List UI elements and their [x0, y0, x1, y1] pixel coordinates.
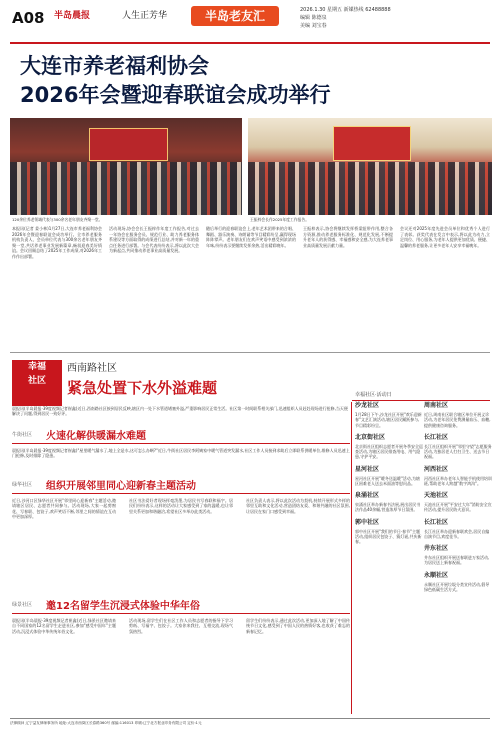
sub-article-1-header [12, 430, 350, 444]
sidebar-column-left [355, 402, 423, 551]
sidebar-column-right [424, 402, 492, 598]
header-rule [10, 42, 490, 44]
edition-designer: 美编 刘宝春 [300, 23, 327, 29]
sidebar-item [355, 492, 423, 513]
article-body [12, 226, 490, 350]
article-column-2: 活动现场,协会会长王振梓作年度工作报告,对过去一年协会在服务会员、规范行业、助力养老服务体系建设等方面取得的成绩进行总结,并对新一年的重点任务进行部署。与会代表纷纷表示,将以此次大会为新起点,共同推动养老事业高质量发展。 [109, 226, 199, 254]
sub-article-3-title: 邀12名留学生沉浸式体验中华年俗 [46, 601, 200, 612]
sidebar-item-text: 泉涌社区举办新春书法展,展出居民书法作品40余幅,营造浓厚节日氛围。 [355, 502, 421, 513]
sidebar-item-title: 沙龙社区 [355, 402, 380, 409]
sidebar-item-title: 井东社区 [424, 545, 449, 553]
sidebar-item-text: 长江社区举办迎新春联欢会,居民自编自演节目,欢度佳节。 [424, 528, 490, 539]
headline [20, 52, 480, 110]
sidebar-item-text: 星河社区开展"暖冬送温暖"活动,为辖区困难老人送去米面油等慰问品。 [355, 475, 420, 486]
sidebar-item [355, 434, 423, 460]
sidebar-item [424, 492, 492, 513]
sidebar-item-text: 天池社区开展"平安过大年"消防安全宣传活动,提升居民防火意识。 [424, 502, 492, 513]
photo-caption-right: 王振梓会长作2025年度工作报告。 [250, 217, 310, 222]
headline-line-1: 大连市养老福利协会 [20, 54, 209, 78]
sub-article-1-text: 晨报讯(半岛晨报·39度视频记者崔鑫)"屋里暖气漏水了,地上全是水,这可怎么办啊?"近日,牛街社区居民李阿姨家中暖气管道突发漏水,社区工作人员接到求助后立即联系供暖单位,维修人员迅速上门抢修,及时排除了隐患。 [12, 448, 350, 459]
sidebar-item-title: 河西社区 [424, 465, 449, 473]
sidebar-item-text: 1月28日下午,沙龙社区开展"欢乐迎新春"文艺汇演活动,辖区居民踊跃参与,节目精彩纷呈。 [355, 411, 422, 428]
column-name: 人生正芳华 [122, 11, 168, 21]
sidebar-item-title: 长江社区 [424, 518, 449, 526]
badge-line-2: 社区 [27, 376, 46, 386]
sub-article-1-title: 火速化解供暖漏水难题 [46, 431, 146, 442]
stage-backdrop [333, 126, 411, 161]
sidebar-item-text: 长江社区组织开展"邻里守望"志愿服务活动,为独居老人打扫卫生、送去节日祝福。 [424, 443, 492, 460]
sidebar-item-title: 周南社区 [424, 402, 449, 409]
sub-article-3-body [12, 618, 350, 714]
sidebar-item-text: 永顺社区开展垃圾分类宣传活动,倡导绿色低碳生活方式。 [424, 581, 490, 592]
sidebar-item-text: 北京街社区组织志愿者开展冬季安全巡查活动,为辖区居民排查用电、用气隐患,守护平安。 [355, 443, 423, 460]
sub-article-2-tag: 绿华社区 [12, 482, 33, 488]
sidebar-item [424, 402, 492, 428]
sidebar-item-text: 郭中社区开展"我们的节日·春节"主题活动,组织居民包饺子、猜灯谜,共庆新春。 [355, 528, 422, 545]
sidebar-item-title: 北京街社区 [355, 433, 386, 441]
district-lede: 晨报讯(半岛晨报·39度视频记者崔鑫)近日,西南路社区接到居民反映,辖区内一处下水管道堵塞外溢,严重影响居民正常生活。社区第一时间联系相关部门,迅速组织人员赶赴现场进行抢修,当天便解决了问题,得到居民一致好评。 [12, 406, 348, 417]
audience [10, 162, 242, 215]
masthead [0, 0, 500, 48]
sidebar-header: 幸福社区·活动日 [355, 392, 392, 398]
sidebar-item-text: 河西社区举办老年人智能手机使用培训班,帮助老年人跨越"数字鸿沟"。 [424, 475, 492, 486]
sub-article-3-col-1: 晨报讯(半岛晨报·39度视频记者崔鑫)近日,绿景社区邀请来自不同国家的12名留学生走进社区,参加"感受中国年"主题活动,沉浸式体验中华传统年俗文化。 [12, 618, 116, 634]
sidebar-item [355, 519, 423, 545]
sidebar-item-title: 星河社区 [355, 465, 380, 473]
sub-article-2-body [12, 498, 350, 596]
sidebar-item [424, 519, 492, 540]
badge-line-1: 幸福 [27, 362, 46, 372]
district-name: 西南路社区 [67, 363, 117, 374]
sidebar-item [424, 572, 492, 593]
sub-article-3-tag: 绿景社区 [12, 602, 33, 608]
event-photo-right [248, 118, 492, 215]
sidebar-item-title: 长江社区 [424, 433, 449, 441]
sidebar-item-title: 天池社区 [424, 492, 449, 500]
sidebar-item-text: 井东社区组织开展送春联进万家活动,为居民送上新春祝福。 [424, 555, 490, 566]
event-photo-left [10, 118, 242, 215]
sub-article-1-tag: 牛街社区 [12, 432, 33, 438]
district-headline: 紧急处置下水外溢难题 [67, 379, 218, 397]
brand-label: 半岛老友汇 [204, 9, 265, 23]
sub-article-2-col-1: 近日,沙河口区绿华社区开展"邻里同心迎新春"主题活动,邀请辖区居民、志愿者共同参与。活动现场,大家一起剪窗花、写春联、包饺子,欢声笑语不断,邻里之间的情谊在互动中更加深厚。 [12, 498, 116, 520]
sidebar-item-title: 泉涌社区 [355, 492, 380, 500]
article-column-3: 随后举行的迎春联谊会上,老年艺术团带来的合唱、舞蹈、器乐演奏、诗朗诵等节目精彩纷呈,赢得现场阵阵掌声。老年朋友们在欢声笑语中感受到浓浓的年味,纷纷表示要继续发挥余热,活出精彩晚年。 [206, 226, 296, 248]
sub-article-2-col-2: 社区书法爱好者现场挥毫泼墨,为居民书写春联和福字。居民们纷纷表示,这样的活动让大家感受到了家的温暖,也让邻里关系更加和谐融洽,希望社区多举办此类活动。 [129, 498, 233, 514]
sidebar-rule [352, 400, 490, 401]
sidebar-divider [351, 402, 352, 714]
sub-article-3-header [12, 600, 350, 614]
sub-article-2-col-3: 社区负责人表示,将以此次活动为契机,持续开展形式多样的邻里互助和文化活动,营造团结友爱、和谐共融的社区氛围,让居民在家门口感受到幸福。 [246, 498, 350, 514]
edition-editor: 编辑 陈德泉 [300, 15, 327, 21]
sidebar-item-title: 永顺社区 [424, 571, 449, 579]
sidebar-item [424, 466, 492, 487]
sidebar-item [355, 402, 423, 428]
article-column-1: 本报讯(记者 姜小林)1月27日,大连市养老福利协会2026年会暨迎春联谊会成功举行。全市养老服务机构负责人、会员单位代表与300余名老年朋友齐聚一堂,共话养老事业发展新篇章,畅叙迎春美好情谊。会议回顾总结了2025年工作成绩,对2026年工作作出部署。 [12, 226, 102, 259]
page-footer: 法律顾问 辽宁益友律师事务所 地址:大连市西岗区长春路360号 邮编:116013 印刷:辽宁北方报业印务有限公司 定价:1元 [10, 718, 490, 726]
newspaper-logo: 半岛晨报 [54, 11, 91, 21]
sub-article-2-title: 组织开展邻里同心迎新春主题活动 [46, 481, 196, 492]
sidebar-item-title: 郭中社区 [355, 518, 380, 526]
article-column-4: 王振梓表示,协会将继续发挥桥梁纽带作用,整合各方资源,推动养老服务标准化、规范化发展,不断提升老年人的获得感、幸福感和安全感,为大连养老事业高质量发展贡献力量。 [303, 226, 393, 248]
sub-article-3-col-2: 活动现场,留学生们在社区工作人员和志愿者的指导下学习剪纸、写福字、包饺子。大家你来我往、互相交流,现场气氛热烈。 [129, 618, 233, 634]
edition-date: 2026.1.30 星期五 新媒热线 62488888 [300, 7, 391, 13]
edition-meta [300, 6, 391, 30]
section-number: A08 [12, 9, 45, 27]
happy-community-badge [12, 360, 62, 406]
sub-article-3-col-3: 留学生们纷纷表示,通过此次活动,更加深入地了解了中国传统节日文化,感受到了中国人民的热情好客,也收获了难忘的新春记忆。 [246, 618, 350, 634]
sidebar-item [355, 466, 423, 487]
brand-badge [191, 6, 279, 26]
article-column-5: 会议还对2025年度先进会员单位和优秀个人进行了表彰。获奖代表在发言中表示,将以此为动力,立足岗位、用心服务,为老年人提供更加优质、便捷、温馨的养老服务,让更多老年人安享幸福晚年。 [400, 226, 490, 248]
photo-caption-left: 120余位养老领域代表与300余名老年朋友齐聚一堂。 [12, 217, 103, 222]
sub-article-2-header [12, 480, 350, 494]
sidebar-item-text: 近日,周南社区联合辖区单位开展义诊活动,为老年居民免费测量血压、血糖,提供健康咨询服务。 [424, 411, 491, 428]
speaker-table [248, 162, 492, 215]
headline-line-2: 2026年会暨迎春联谊会成功举行 [20, 83, 331, 107]
stage-banner [89, 128, 168, 161]
section-divider [10, 352, 490, 353]
sidebar-item [424, 434, 492, 460]
sidebar-item [424, 545, 492, 566]
